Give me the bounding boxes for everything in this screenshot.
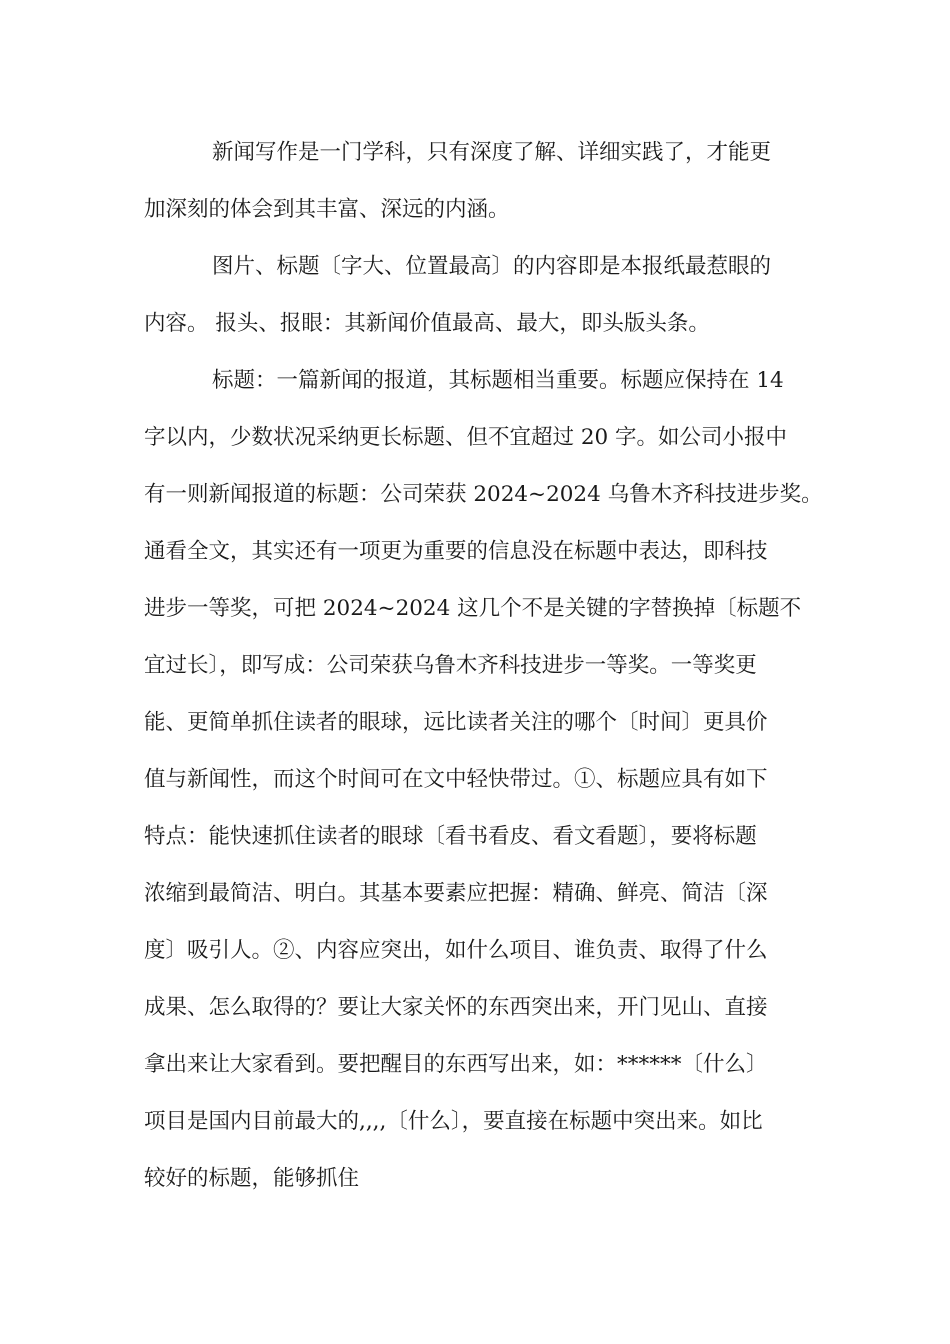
paragraph-3-line-2: 字以内，少数状况采纳更长标题、但不宜超过 20 字。如公司小报中 [144, 425, 788, 450]
paragraph-3-line-8: 值与新闻性，而这个时间可在文中轻快带过。①、标题应具有如下 [144, 767, 768, 792]
paragraph-3-line-7: 能、更简单抓住读者的眼球，远比读者关注的哪个〔时间〕更具价 [144, 710, 768, 735]
paragraph-3-line-5: 进步一等奖，可把 2024~2024 这几个不是关键的字替换掉〔标题不 [144, 596, 802, 621]
paragraph-3-line-6: 宜过长〕，即写成：公司荣获乌鲁木齐科技进步一等奖。一等奖更 [144, 653, 757, 678]
paragraph-2-line-1: 图片、标题〔字大、位置最高〕的内容即是本报纸最惹眼的 [212, 254, 772, 279]
paragraph-3-line-13: 拿出来让大家看到。要把醒目的东西写出来，如：******〔什么〕 [144, 1052, 768, 1077]
paragraph-3-line-11: 度〕吸引人。②、内容应突出，如什么项目、谁负责、取得了什么 [144, 938, 768, 963]
paragraph-1-line-2: 加深刻的体会到其丰富、深远的内涵。 [144, 197, 510, 222]
paragraph-2-line-2: 内容。 报头、报眼：其新闻价值最高、最大，即头版头条。 [144, 311, 710, 336]
paragraph-3-line-4: 通看全文，其实还有一项更为重要的信息没在标题中表达，即科技 [144, 539, 768, 564]
paragraph-3-line-3: 有一则新闻报道的标题：公司荣获 2024~2024 乌鲁木齐科技进步奖。 [144, 482, 823, 507]
paragraph-3-line-10: 浓缩到最简洁、明白。其基本要素应把握：精确、鲜亮、简洁〔深 [144, 881, 768, 906]
paragraph-3-line-14: 项目是国内目前最大的,,,,〔什么〕，要直接在标题中突出来。如比 [144, 1109, 763, 1134]
paragraph-3-line-15: 较好的标题，能够抓住 [144, 1166, 360, 1191]
paragraph-3-line-9: 特点：能快速抓住读者的眼球〔看书看皮、看文看题〕，要将标题 [144, 824, 757, 849]
paragraph-3-line-12: 成果、怎么取得的？要让大家关怀的东西突出来，开门见山、直接 [144, 995, 768, 1020]
paragraph-1-line-1: 新闻写作是一门学科，只有深度了解、详细实践了，才能更 [212, 140, 772, 165]
paragraph-3-line-1: 标题：一篇新闻的报道，其标题相当重要。标题应保持在 14 [212, 368, 784, 393]
